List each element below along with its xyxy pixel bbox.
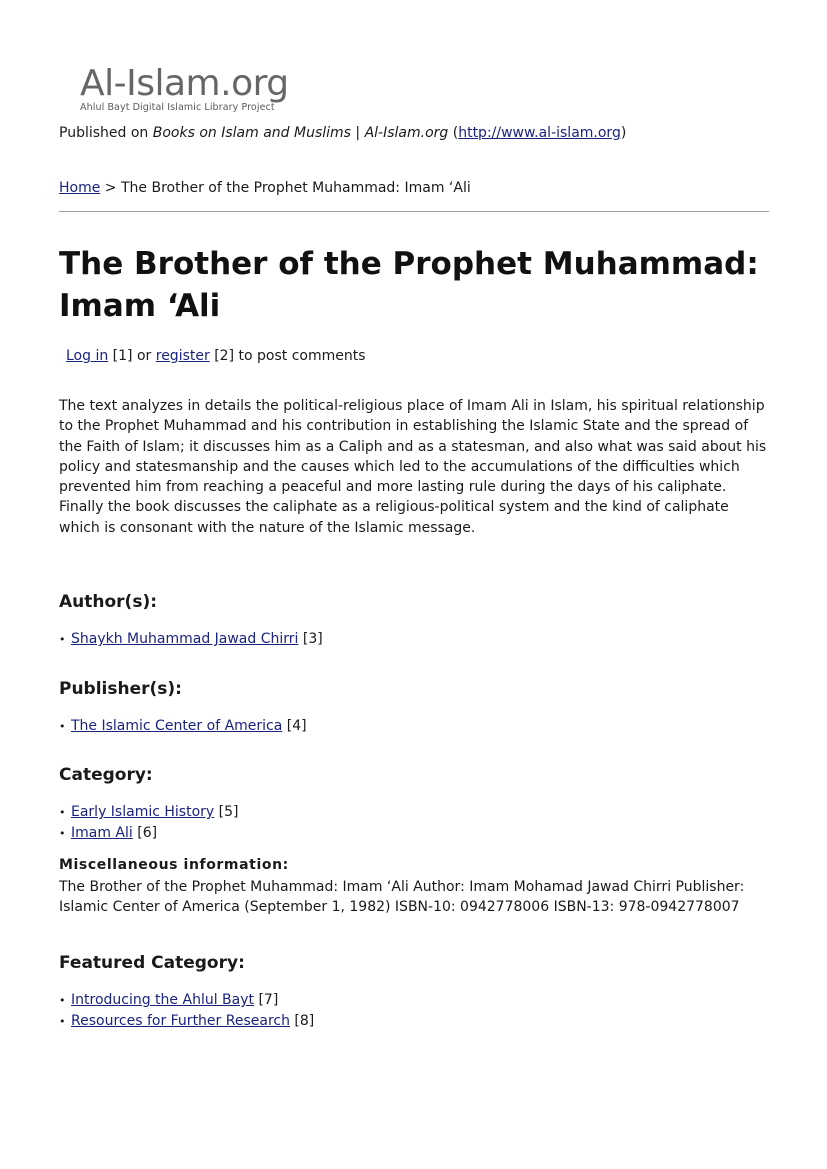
category-heading: Category: [59, 765, 153, 785]
authors-list [59, 629, 323, 650]
authors-heading: Author(s): [59, 592, 158, 612]
author-ref: [3] [302, 631, 323, 647]
publishers-list [59, 716, 307, 737]
bullet-icon: • [59, 994, 66, 1007]
list-item [59, 1011, 314, 1032]
bullet-icon: • [59, 827, 66, 840]
featured-ref: [8] [294, 1013, 315, 1029]
category-list [59, 802, 238, 844]
register-ref: [2] [214, 348, 235, 364]
list-item [59, 990, 314, 1011]
misc-heading: Miscellaneous information: [59, 857, 289, 873]
category-link[interactable]: Imam Ali [71, 825, 133, 841]
logo-wordmark: Al-Islam.org [80, 63, 289, 104]
publisher-ref: [4] [286, 718, 307, 734]
breadcrumb [59, 180, 471, 196]
category-link[interactable]: Early Islamic History [71, 804, 215, 820]
featured-heading: Featured Category: [59, 953, 245, 973]
breadcrumb-home-link[interactable]: Home [59, 180, 101, 196]
category-ref: [5] [218, 804, 239, 820]
login-or: or [136, 348, 152, 364]
published-prefix: Published on [59, 125, 149, 141]
list-item [59, 629, 323, 650]
breadcrumb-separator: > [104, 180, 117, 196]
list-item [59, 823, 238, 844]
register-link[interactable]: register [155, 348, 210, 364]
category-ref: [6] [137, 825, 158, 841]
published-line: Published on Books on Islam and Muslims | Al-Islam.org (http://www.al-islam.org) [59, 125, 627, 141]
featured-list [59, 990, 314, 1032]
bullet-icon: • [59, 806, 66, 819]
book-description: The text analyzes in details the political-religious place of Imam Ali in Islam, his spiritual relationship to the Prophet Muhammad and his contribution in establishing the Islamic State and the spread of the Faith of Islam; it discusses him as a Caliph and as a statesman, and also what was said about his policy and statesmanship and the causes which led to the accumulations of the difficulties which prevented him from reaching a peaceful and more lasting rule during the days of his caliphate. Finally the book discusses the caliphate as a religious-political system and the kind of caliphate which is consonant with the nature of the Islamic message. [59, 398, 767, 536]
page-title: The Brother of the Prophet Muhammad: Imam ‘Ali [59, 246, 759, 324]
login-ref: [1] [112, 348, 133, 364]
featured-link[interactable]: Introducing the Ahlul Bayt [71, 992, 254, 1008]
bullet-icon: • [59, 633, 66, 646]
login-prompt [66, 348, 366, 364]
breadcrumb-current: The Brother of the Prophet Muhammad: Imam ‘Ali [120, 180, 471, 196]
featured-ref: [7] [258, 992, 279, 1008]
bullet-icon: • [59, 1015, 66, 1028]
list-item [59, 716, 307, 737]
site-title: Books on Islam and Muslims | Al-Islam.org [152, 125, 449, 141]
publishers-heading: Publisher(s): [59, 679, 182, 699]
logo-tagline: Ahlul Bayt Digital Islamic Library Project [80, 102, 275, 113]
misc-text: The Brother of the Prophet Muhammad: Imam ‘Ali Author: Imam Mohamad Jawad Chirri Publisher: Islamic Center of America (September 1, 1982) ISBN-10: 0942778006 ISBN-13: 978-0942778007 [59, 879, 745, 916]
site-url-link[interactable]: http://www.al-islam.org [458, 125, 621, 141]
site-logo[interactable] [80, 64, 320, 120]
bullet-icon: • [59, 720, 66, 733]
header-divider [59, 211, 769, 212]
featured-link[interactable]: Resources for Further Research [71, 1013, 290, 1029]
login-suffix: to post comments [238, 348, 366, 364]
author-link[interactable]: Shaykh Muhammad Jawad Chirri [71, 631, 299, 647]
publisher-link[interactable]: The Islamic Center of America [71, 718, 283, 734]
login-link[interactable]: Log in [66, 348, 109, 364]
list-item [59, 802, 238, 823]
